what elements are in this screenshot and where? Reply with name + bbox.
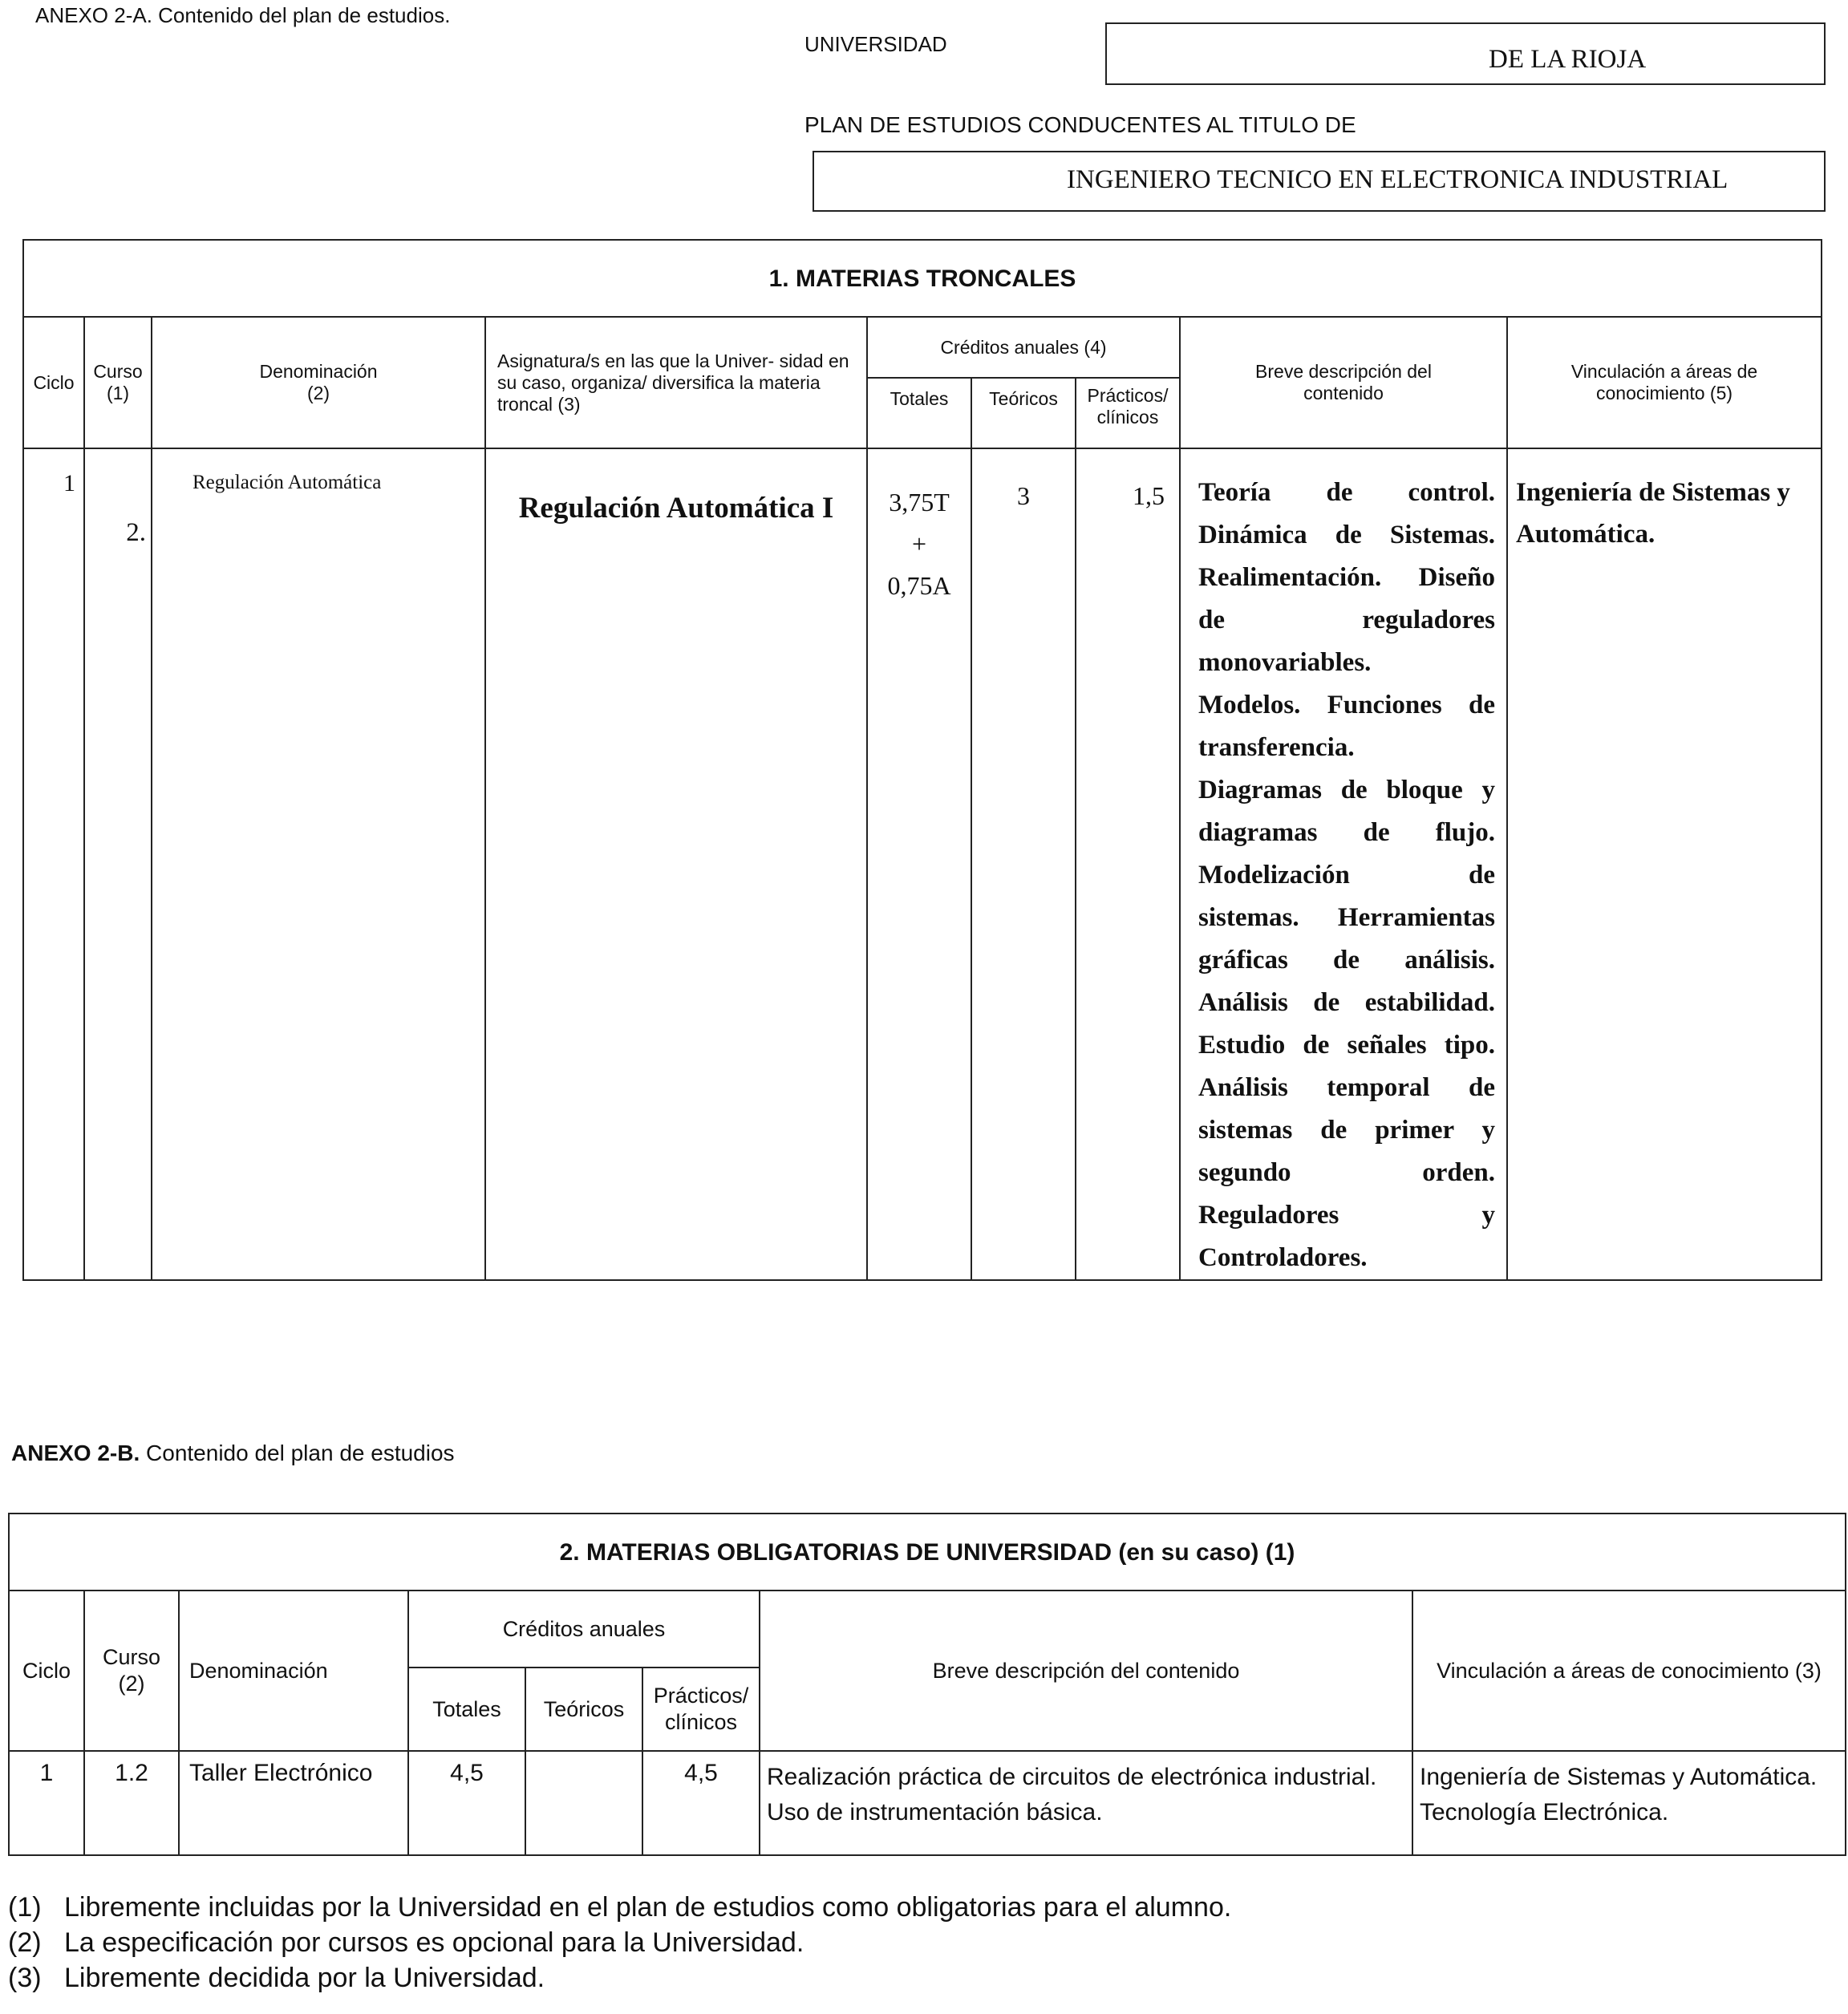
table1-descripcion-line: Controladores. [1198, 1243, 1368, 1272]
table1-row [23, 448, 1822, 1280]
table2-curso: 1.2 [84, 1751, 179, 1855]
table1-header-asignatura: Asignatura/s en las que la Univer- sidad en su caso, organiza/ diversifica la materia troncal (3) [485, 317, 867, 448]
footnote-2-text: La especificación por cursos es opcional para la Universidad. [64, 1927, 804, 1958]
table1-totales [867, 448, 971, 1280]
table1-header-creditos: Créditos anuales (4) [867, 317, 1180, 378]
table2-header-descripcion: Breve descripción del contenido [760, 1591, 1412, 1751]
table2-header-denominacion: Denominación [179, 1591, 408, 1751]
table2-header-totales: Totales [408, 1668, 525, 1751]
materias-troncales-table [22, 239, 1822, 1281]
table1-descripcion-line: sistemas de primer y [1198, 1116, 1495, 1145]
table1-header-teoricos: Teóricos [971, 378, 1076, 448]
table1-descripcion-line: Análisis de estabilidad. [1198, 988, 1495, 1017]
table2-header-teoricos: Teóricos [525, 1668, 642, 1751]
table1-asignatura: Regulación Automática I [485, 448, 867, 1280]
table1-descripcion-line: Análisis temporal de [1198, 1073, 1495, 1102]
table1-denominacion: Regulación Automática [152, 448, 485, 1280]
footnote-2 [8, 1925, 1231, 1960]
university-label: UNIVERSIDAD [804, 32, 947, 56]
materias-obligatorias-table [8, 1513, 1846, 1856]
footnote-1-num: (1) [8, 1892, 42, 1923]
table1-descripcion-line: Dinámica de Sistemas. [1198, 521, 1495, 549]
footnote-1 [8, 1890, 1231, 1925]
table1-descripcion-lines [1198, 472, 1495, 1279]
table1-practicos: 1,5 [1076, 448, 1180, 1280]
table1-curso: 2. [84, 448, 152, 1280]
table1-descripcion-line: diagramas de flujo. [1198, 818, 1495, 847]
annex-b-label [11, 1441, 455, 1466]
annex-b-label-rest: Contenido del plan de estudios [140, 1441, 455, 1465]
table1-header-curso [84, 317, 152, 448]
footnote-3-num: (3) [8, 1963, 42, 1993]
table1-vinculacion: Ingeniería de Sistemas y Automática. [1507, 448, 1822, 1280]
table1-ciclo: 1 [23, 448, 84, 1280]
table2-title: 2. MATERIAS OBLIGATORIAS DE UNIVERSIDAD (en su caso) (1) [9, 1514, 1846, 1591]
footnote-3 [8, 1960, 1231, 1996]
table1-header-vinculacion: Vinculación a áreas de conocimiento (5) [1507, 317, 1822, 448]
annex-b-label-bold: ANEXO 2-B. [11, 1441, 140, 1465]
table2-teoricos [525, 1751, 642, 1855]
table1-descripcion-line: segundo orden. [1198, 1158, 1495, 1187]
table1-descripcion-line: transferencia. [1198, 733, 1355, 762]
table1-title: 1. MATERIAS TRONCALES [23, 240, 1822, 317]
table1-header-denominacion-label: Denominación [259, 361, 378, 382]
table1-descripcion-line: Modelos. Funciones de [1198, 691, 1495, 719]
table1-totales-plus: + [911, 529, 927, 558]
table1-descripcion-line: sistemas. Herramientas [1198, 903, 1495, 932]
table2-practicos: 4,5 [642, 1751, 760, 1855]
table1-header-curso-label: Curso [93, 361, 143, 382]
table1-teoricos: 3 [971, 448, 1076, 1280]
footnote-1-text: Libremente incluidas por la Universidad en el plan de estudios como obligatorias para el alumno. [64, 1892, 1232, 1923]
table2-ciclo: 1 [9, 1751, 84, 1855]
table1-header-ciclo: Ciclo [23, 317, 84, 448]
table1-descripcion-line: Realimentación. Diseño [1198, 563, 1495, 592]
annex-a-label: ANEXO 2-A. Contenido del plan de estudios. [35, 3, 451, 27]
table1-descripcion-line: de reguladores [1198, 606, 1495, 634]
table2-denominacion: Taller Electrónico [179, 1751, 408, 1855]
footnote-2-num: (2) [8, 1927, 42, 1958]
table1-header-denominacion [152, 317, 485, 448]
table2-vinculacion: Ingeniería de Sistemas y Automática. Tecnología Electrónica. [1412, 1751, 1846, 1855]
university-value: DE LA RIOJA [1489, 45, 1647, 74]
table1-descripcion-line: Diagramas de bloque y [1198, 776, 1495, 804]
table1-totales-line2: 0,75A [887, 571, 951, 600]
table1-descripcion-line: monovariables. [1198, 648, 1372, 677]
table2-header-creditos: Créditos anuales [408, 1591, 760, 1668]
table1-descripcion [1180, 448, 1507, 1280]
footnotes [8, 1890, 1231, 1996]
university-box [1105, 22, 1826, 85]
table1-descripcion-line: Estudio de señales tipo. [1198, 1031, 1495, 1060]
footnote-3-text: Libremente decidida por la Universidad. [64, 1963, 545, 1993]
table2-descripcion: Realización práctica de circuitos de electrónica industrial. Uso de instrumentación básica. [760, 1751, 1412, 1855]
table1-header-totales: Totales [867, 378, 971, 448]
table2-totales: 4,5 [408, 1751, 525, 1855]
table2-row [9, 1751, 1846, 1855]
table1-descripcion-line: Modelización de [1198, 861, 1495, 889]
table1-descripcion-line: gráficas de análisis. [1198, 946, 1495, 975]
table2-header-practicos: Prácticos/ clínicos [642, 1668, 760, 1751]
table1-totales-line1: 3,75T [889, 488, 950, 517]
table1-header-denominacion-note: (2) [306, 383, 330, 403]
plan-label: PLAN DE ESTUDIOS CONDUCENTES AL TITULO DE [804, 112, 1356, 137]
table1-header-descripcion: Breve descripción del contenido [1180, 317, 1507, 448]
table1-header-curso-note: (1) [106, 383, 130, 403]
table1-descripcion-line: Reguladores y [1198, 1201, 1495, 1230]
table1-descripcion-line: Teoría de control. [1198, 478, 1495, 507]
table2-header-vinculacion: Vinculación a áreas de conocimiento (3) [1412, 1591, 1846, 1751]
table1-header-practicos: Prácticos/ clínicos [1076, 378, 1180, 448]
table2-header-ciclo: Ciclo [9, 1591, 84, 1751]
plan-value: INGENIERO TECNICO EN ELECTRONICA INDUSTRIAL [1067, 165, 1728, 194]
table2-header-curso: Curso (2) [84, 1591, 179, 1751]
